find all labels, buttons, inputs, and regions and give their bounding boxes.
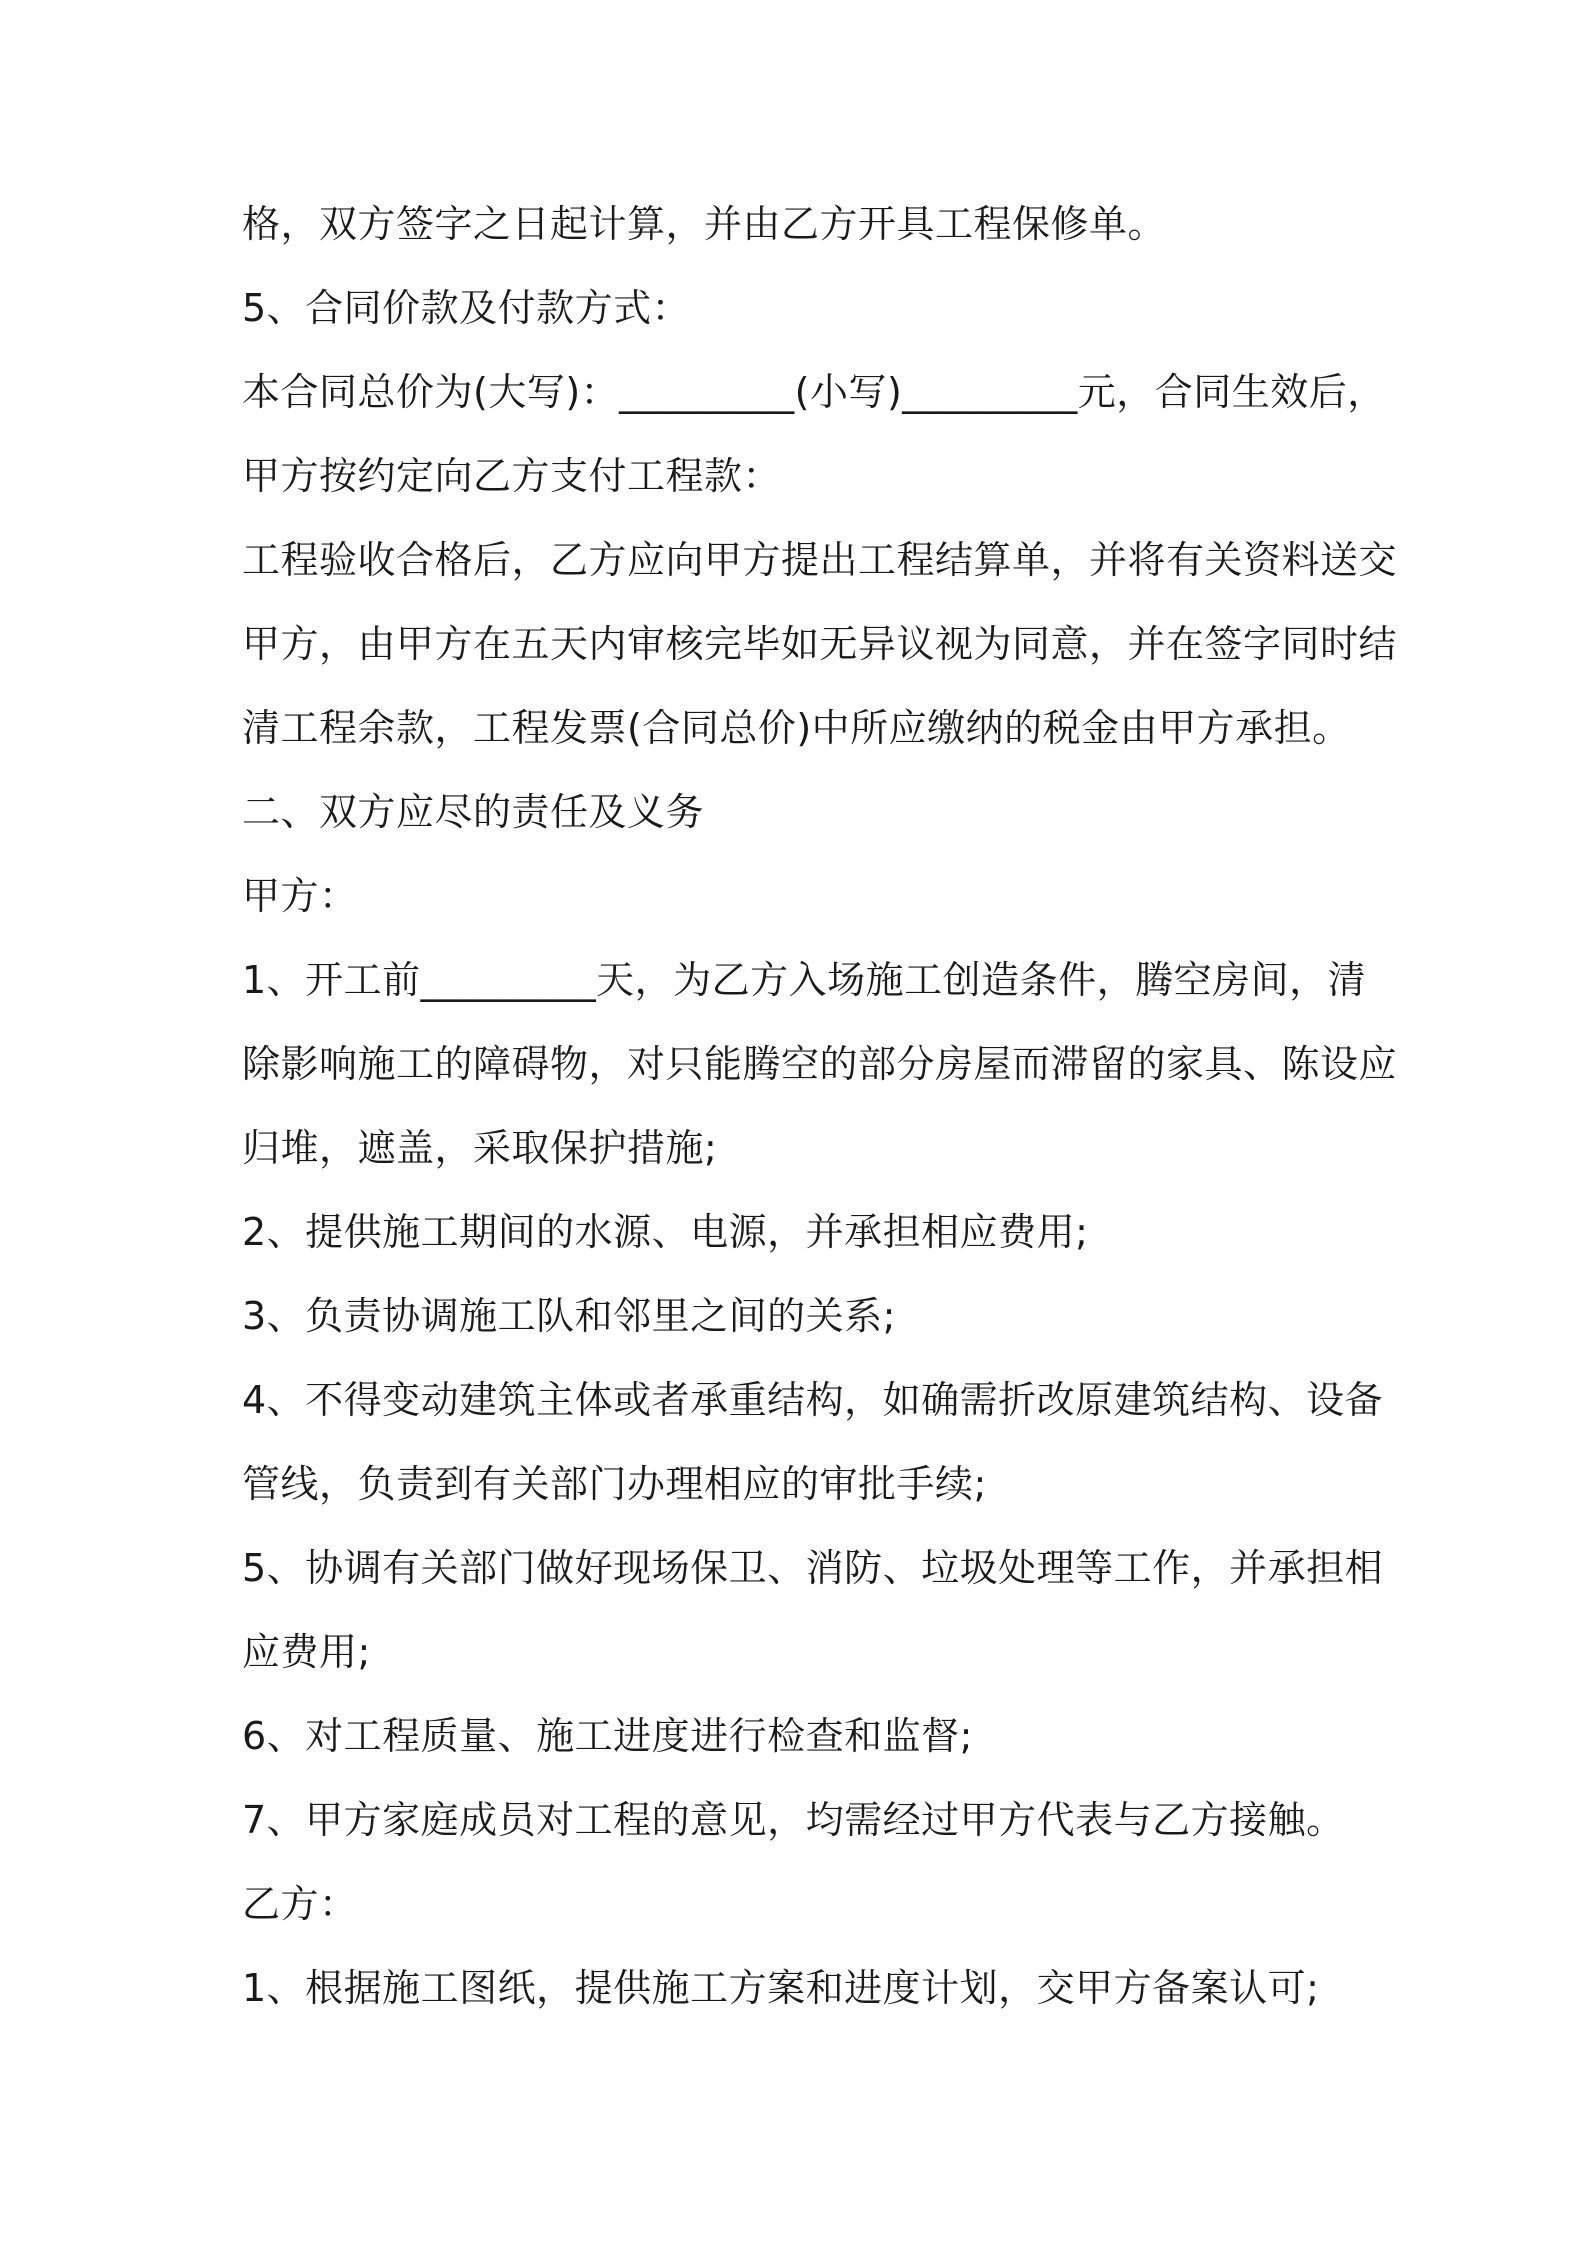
text-line: 本合同总价为(大写)：_________(小写)_________元，合同生效后， xyxy=(242,370,1386,414)
text-line: 工程验收合格后，乙方应向甲方提出工程结算单，并将有关资料送交 xyxy=(242,538,1398,582)
text-line: 2、提供施工期间的水源、电源，并承担相应费用; xyxy=(242,1210,1089,1254)
text-line: 1、根据施工图纸，提供施工方案和进度计划，交甲方备案认可; xyxy=(242,1966,1320,2010)
text-line: 格，双方签字之日起计算，并由乙方开具工程保修单。 xyxy=(242,202,1167,246)
text-line: 1、开工前_________天，为乙方入场施工创造条件，腾空房间，清 xyxy=(242,958,1367,1002)
text-line: 7、甲方家庭成员对工程的意见，均需经过甲方代表与乙方接触。 xyxy=(242,1798,1345,1842)
party-heading: 甲方： xyxy=(242,874,358,918)
text-line: 3、负责协调施工队和邻里之间的关系; xyxy=(242,1294,896,1338)
text-line: 5、协调有关部门做好现场保卫、消防、垃圾处理等工作，并承担相 xyxy=(242,1546,1384,1590)
text-line: 应费用; xyxy=(242,1630,371,1674)
text-line: 甲方按约定向乙方支付工程款： xyxy=(242,454,782,498)
text-line: 甲方，由甲方在五天内审核完毕如无异议视为同意，并在签字同时结 xyxy=(242,622,1398,666)
text-line: 5、合同价款及付款方式： xyxy=(242,286,691,330)
text-line: 4、不得变动建筑主体或者承重结构，如确需折改原建筑结构、设备 xyxy=(242,1378,1384,1422)
text-line: 归堆，遮盖，采取保护措施; xyxy=(242,1126,718,1170)
party-heading: 乙方： xyxy=(242,1882,358,1926)
section-heading: 二、双方应尽的责任及义务 xyxy=(242,790,705,834)
text-line: 清工程余款，工程发票(合同总价)中所应缴纳的税金由甲方承担。 xyxy=(242,706,1351,750)
text-line: 除影响施工的障碍物，对只能腾空的部分房屋而滞留的家具、陈设应 xyxy=(242,1042,1398,1086)
text-line: 管线，负责到有关部门办理相应的审批手续; xyxy=(242,1462,987,1506)
text-line: 6、对工程质量、施工进度进行检查和监督; xyxy=(242,1714,973,1758)
